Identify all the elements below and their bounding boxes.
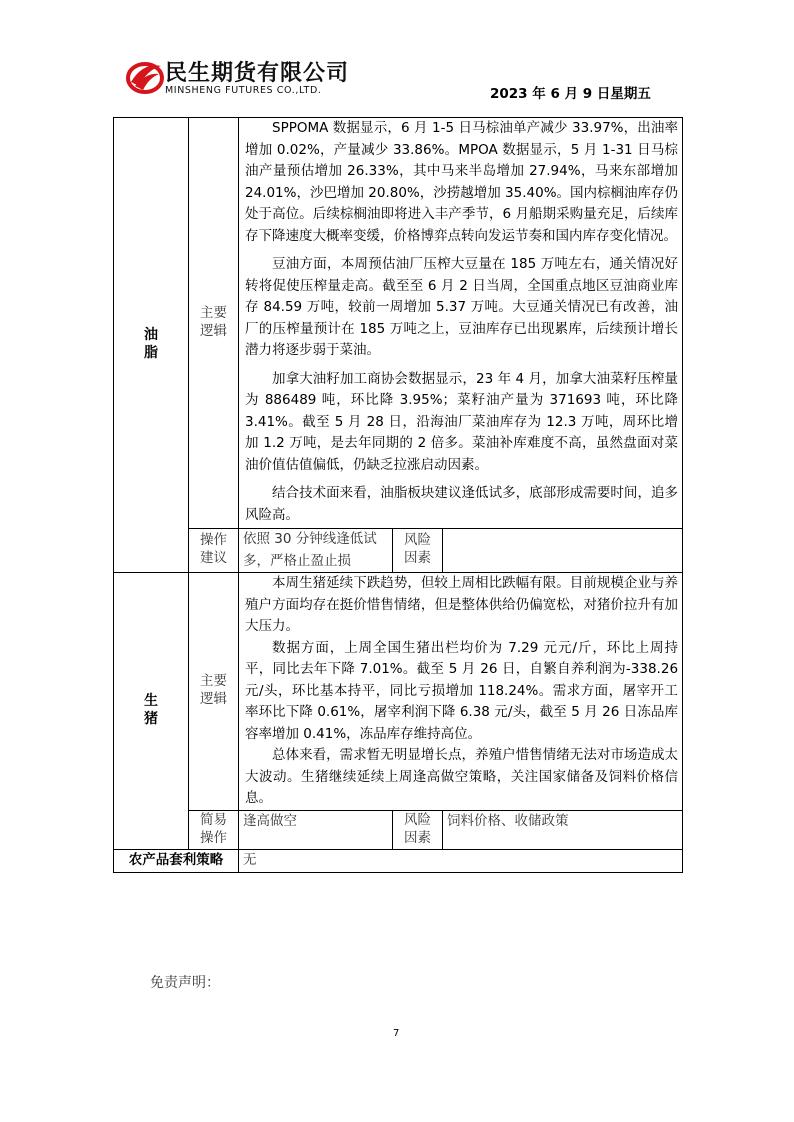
arbitrage-label: 农产品套利策略 [114, 850, 239, 873]
hog-op-row [114, 810, 683, 850]
paragraph: 结合技术面来看，油脂板块建议逢低试多，底部形成需要时间，追多风险高。 [245, 485, 679, 523]
oil-logic-text [239, 118, 683, 529]
strategy-table [113, 117, 683, 873]
oil-op-value: 依照 30 分钟线逢低试多，严格止盈止损 [239, 529, 393, 573]
paragraph: 本周生猪延续下跌趋势，但较上周相比跌幅有限。目前规模企业与养殖户方面均存在挺价惜售情绪，但是整体供给仍偏宽松，对猪价拉升有加大压力。 [245, 575, 679, 634]
paragraph: 数据方面，上周全国生猪出栏均价为 7.29 元元/斤，环比上周持平，同比去年下降 7.01%。截至 5 月 26 日，自繁自养利润为-338.26 元/头，环比基本持平，同比亏损增加 118.24%。需求方面，屠宰开工率环比下降 0.61%，屠宰利润下降 6.38 元/头，截至 5 月 26 日冻品库容率增加 0.41%，冻品库存维持高位。 [245, 639, 679, 742]
page-number: 7 [393, 1028, 400, 1039]
minsheng-logo-icon [125, 56, 165, 96]
company-logo [125, 54, 365, 100]
arbitrage-value: 无 [239, 850, 683, 873]
disclaimer-heading: 免责声明： [150, 975, 220, 991]
oil-op-row [114, 529, 683, 573]
paragraph: 总体来看，需求暂无明显增长点，养殖户惜售情绪无法对市场造成太大波动。生猪继续延续上周逢高做空策略，关注国家储备及饲料价格信息。 [245, 747, 679, 806]
paragraph: SPPOMA 数据显示，6 月 1-5 日马棕油单产减少 33.97%，出油率增加 0.02%，产量减少 33.86%。MPOA 数据显示，5 月 1-31 日马棕油产量预估增加 26.33%，其中马来半岛增加 27.94%，马来东部增加 24.01%，沙巴增加 20.80%，沙捞越增加 35.40%。国内棕榈油库存仍处于高位。后续棕榈油即将进入丰产季节，6 月船期采购量充足，后续库存下降速度大概率变缓，价格博弈点转向发运节奏和国内库存变化情况。 [245, 120, 679, 244]
arbitrage-row [114, 850, 683, 873]
hog-op-value: 逢高做空 [239, 810, 393, 850]
oil-category: 油脂 [114, 118, 189, 573]
hog-category: 生猪 [114, 573, 189, 850]
paragraph: 豆油方面，本周预估油厂压榨大豆量在 185 万吨左右，通关情况好转将促使压榨量走高。截至至 6 月 2 日当周，全国重点地区豆油商业库存 84.59 万吨，较前一周增加 5.37 万吨。大豆通关情况已有改善，油厂的压榨量预计在 185 万吨之上，豆油库存已出现累库，后续预计增长潜力将逐步弱于菜油。 [245, 256, 679, 358]
hog-logic-row [114, 573, 683, 811]
hog-risk-label: 风险因素 [393, 810, 443, 850]
company-name-cn: 民生期货有限公司 [165, 61, 350, 86]
hog-op-label: 简易操作 [189, 810, 239, 850]
oil-risk-value [443, 529, 683, 573]
oil-op-label: 操作建议 [189, 529, 239, 573]
hog-logic-text [239, 573, 683, 811]
company-name-en: MINSHENG FUTURES CO.,LTD. [165, 85, 322, 96]
hog-logic-label: 主要逻辑 [189, 573, 239, 811]
oil-risk-label: 风险因素 [393, 529, 443, 573]
report-date: 2023 年 6 月 9 日星期五 [490, 86, 651, 102]
oil-logic-label: 主要逻辑 [189, 118, 239, 529]
oil-logic-row [114, 118, 683, 529]
paragraph: 加拿大油籽加工商协会数据显示，23 年 4 月，加拿大油菜籽压榨量为 886489 吨，环比降 3.95%；菜籽油产量为 371693 吨，环比降 3.41%。截至 5 月 28 日，沿海油厂菜油库存为 12.3 万吨，周环比增加 1.2 万吨，是去年同期的 2 倍多。菜油补库难度不高，虽然盘面对菜油价值估值偏低，仍缺乏拉涨启动因素。 [245, 370, 679, 473]
hog-risk-value: 饲料价格、收储政策 [443, 810, 683, 850]
